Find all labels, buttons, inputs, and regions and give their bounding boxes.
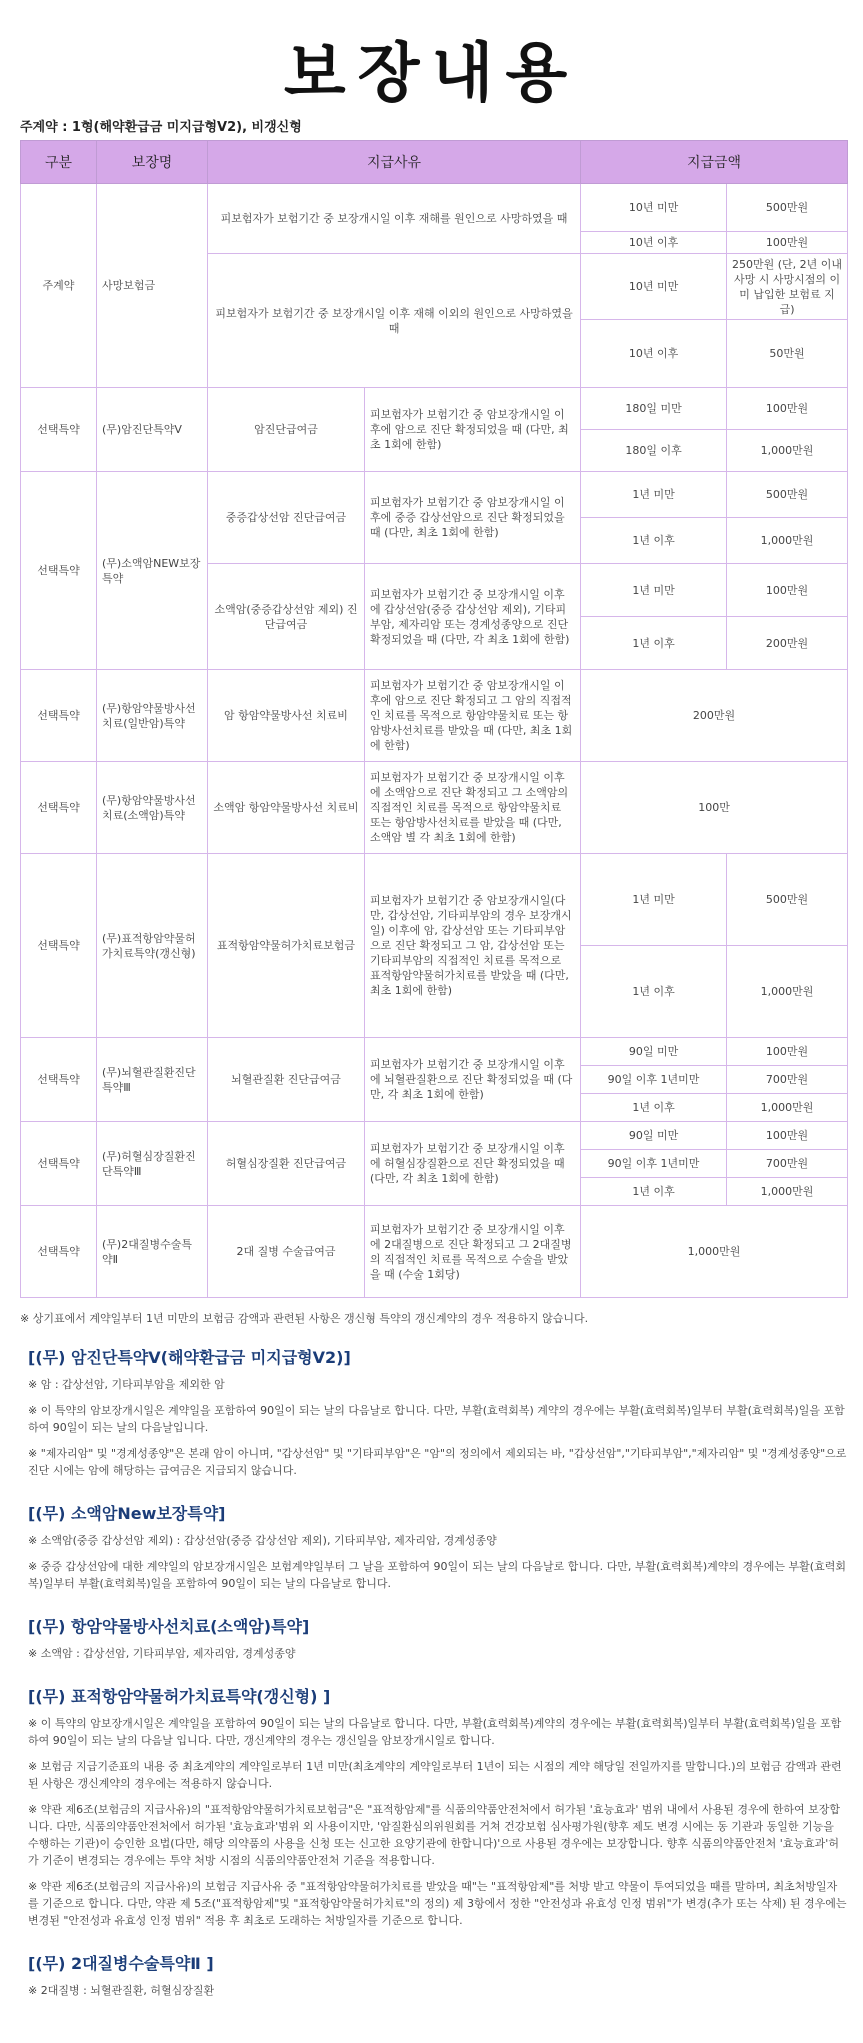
row-category: 선택특약 xyxy=(21,1038,97,1122)
period-cell: 10년 이후 xyxy=(581,232,727,254)
period-cell: 90일 미만 xyxy=(581,1038,727,1066)
period-cell: 1년 이후 xyxy=(581,617,727,670)
row-name: (무)항암약물방사선치료(소액암)특약 xyxy=(97,762,208,854)
row-category: 선택특약 xyxy=(21,472,97,670)
row-category: 선택특약 xyxy=(21,670,97,762)
row-reason: 피보험자가 보험기간 중 보장개시일 이후에 소액암으로 진단 확정되고 그 소액암의 직접적인 치료를 목적으로 항암약물치료 또는 항암방사선치료를 받았을 때 (다만, 소액암 별 각 최초 1회에 한함) xyxy=(365,762,581,854)
coverage-table xyxy=(20,140,848,1298)
row-category: 선택특약 xyxy=(21,1122,97,1206)
row-benefit: 소액암 항암약물방사선 치료비 xyxy=(208,762,365,854)
row-name: 사망보험금 xyxy=(97,184,208,388)
header-amount: 지급금액 xyxy=(581,141,848,184)
row-benefit: 소액암(중증갑상선암 제외) 진단급여금 xyxy=(208,564,365,670)
row-reason: 피보험자가 보험기간 중 암보장개시일 이후에 암으로 진단 확정되고 그 암의 직접적인 치료를 목적으로 항암약물치료 또는 항암방사선치료를 받았을 때 (다만, 최초 1회에 한함) xyxy=(365,670,581,762)
amount-cell: 1,000만원 xyxy=(727,1094,848,1122)
row-name: (무)소액암NEW보장특약 xyxy=(97,472,208,670)
header-category: 구분 xyxy=(21,141,97,184)
table-row xyxy=(21,1038,848,1066)
period-cell: 1년 미만 xyxy=(581,854,727,946)
amount-cell: 500만원 xyxy=(727,472,848,518)
table-header-row xyxy=(21,141,848,184)
section-note: ※ 약관 제6조(보험금의 지급사유)의 보험금 지급사유 중 "표적항암약물허가치료를 받았을 때"는 "표적항암제"를 처방 받고 약물이 투여되었을 때를 말하며, 최초처방일자를 기준으로 합니다. 다만, 약관 제 5조("표적항암제"및 "표적항암약물허가치료"의 정의) 제 3항에서 정한 "안전성과 유효성 인정 범위"가 변경(추가 또는 삭제) 된 경우에는 변경된 "안전성과 유효성 인정 범위" 적용 후 최초로 도래하는 처방일자를 기준으로 합니다. xyxy=(28,1880,847,1927)
row-reason: 피보험자가 보험기간 중 암보장개시일 이후에 암으로 진단 확정되었을 때 (다만, 최초 1회에 한함) xyxy=(365,388,581,472)
section-heading: [(무) 암진단특약Ⅴ(해약환급금 미지급형Ⅴ2)] xyxy=(28,1348,351,1367)
row-category: 선택특약 xyxy=(21,1206,97,1298)
period-cell: 10년 이후 xyxy=(581,320,727,388)
row-benefit: 암 항암약물방사선 치료비 xyxy=(208,670,365,762)
table-row xyxy=(21,670,848,762)
period-cell: 1년 이후 xyxy=(581,518,727,564)
period-cell: 90일 이후 1년미만 xyxy=(581,1066,727,1094)
row-name: (무)허혈심장질환진단특약Ⅲ xyxy=(97,1122,208,1206)
row-category: 선택특약 xyxy=(21,854,97,1038)
period-cell: 1년 미만 xyxy=(581,564,727,617)
amount-cell: 1,000만원 xyxy=(727,946,848,1038)
section-heading: [(무) 소액암New보장특약] xyxy=(28,1504,226,1523)
table-row xyxy=(21,854,848,946)
row-name: (무)2대질병수술특약Ⅱ xyxy=(97,1206,208,1298)
amount-cell: 700만원 xyxy=(727,1066,848,1094)
row-benefit: 중증갑상선암 진단급여금 xyxy=(208,472,365,564)
amount-cell: 100만원 xyxy=(727,1038,848,1066)
section-note: ※ 보험금 지급기준표의 내용 중 최초계약의 계약일로부터 1년 미만(최초계약의 계약일로부터 1년이 되는 시점의 계약 해당일 전일까지를 말합니다.)의 보험금 감액과 관련된 사항은 갱신계약의 경우에는 적용하지 않습니다. xyxy=(28,1760,842,1790)
table-row xyxy=(21,472,848,518)
amount-cell: 200만원 xyxy=(581,670,848,762)
section-heading: [(무) 2대질병수술특약Ⅱ ] xyxy=(28,1954,214,1973)
amount-cell: 50만원 xyxy=(727,320,848,388)
row-name: (무)표적항암약물허가치료특약(갱신형) xyxy=(97,854,208,1038)
amount-cell: 100만원 xyxy=(727,388,848,430)
row-reason: 피보험자가 보험기간 중 암보장개시일 이후에 중증 갑상선암으로 진단 확정되었을 때 (다만, 최초 1회에 한함) xyxy=(365,472,581,564)
section-note: ※ 2대질병 : 뇌혈관질환, 허혈심장질환 xyxy=(28,1984,215,1997)
amount-cell: 100만원 xyxy=(727,232,848,254)
contract-subtitle: 주계약 : 1형(해약환급금 미지급형Ⅴ2), 비갱신형 xyxy=(20,120,302,135)
table-row xyxy=(21,1206,848,1298)
row-benefit: 암진단급여금 xyxy=(208,388,365,472)
amount-cell: 250만원 (단, 2년 이내 사망 시 사망시점의 이미 납입한 보험료 지급) xyxy=(727,254,848,320)
amount-cell: 1,000만원 xyxy=(727,518,848,564)
row-reason: 피보험자가 보험기간 중 보장개시일 이후에 허혈심장질환으로 진단 확정되었을 때 (다만, 각 최초 1회에 한함) xyxy=(365,1122,581,1206)
section-note: ※ 약관 제6조(보험금의 지급사유)의 "표적항암약물허가치료보험금"은 "표적항암제"를 식품의약품안전처에서 허가된 '효능효과' 범위 내에서 사용된 경우에 한하여 보장합니다. 다만, 식품의약품안전처에서 허가된 '효능효과'범위 외 사용이지만, '암질환심의위원회를 거쳐 건강보험 심사평가원(향후 제도 변경 시에는 동 기관과 동일한 기능을 수행하는 기관)이 승인한 요법(다만, 해당 의약품의 사용을 신청 또는 신고한 요양기관에 한합니다)'으로 사용된 경우에는 보장합니다. 향후 식품의약품안전처 '효능효과'허가 기준이 변경되는 경우에는 투약 처방 시점의 식품의약품안전처 기준을 적용합니다. xyxy=(28,1803,840,1867)
page-title: 보장내용 xyxy=(283,37,580,111)
period-cell: 180일 이후 xyxy=(581,430,727,472)
amount-cell: 1,000만원 xyxy=(727,1178,848,1206)
period-cell: 90일 미만 xyxy=(581,1122,727,1150)
period-cell: 10년 미만 xyxy=(581,254,727,320)
row-name: (무)암진단특약Ⅴ xyxy=(97,388,208,472)
section-cancer-diagnosis xyxy=(20,1345,847,1479)
section-heading: [(무) 항암약물방사선치료(소액암)특약] xyxy=(28,1617,310,1636)
section-minor-cancer xyxy=(20,1501,847,1592)
row-category: 주계약 xyxy=(21,184,97,388)
amount-cell: 100만원 xyxy=(727,1122,848,1150)
amount-cell: 100만원 xyxy=(727,564,848,617)
table-row xyxy=(21,388,848,430)
row-reason: 피보험자가 보험기간 중 보장개시일 이후에 2대질병으로 진단 확정되고 그 2대질병의 직접적인 치료를 목적으로 수술을 받았을 때 (수술 1회당) xyxy=(365,1206,581,1298)
section-note: ※ 중증 갑상선암에 대한 계약일의 암보장개시일은 보험계약일부터 그 날을 포함하여 90일이 되는 날의 다음날로 합니다. 다만, 부활(효력회복)계약의 경우에는 부활(효력회복)일부터 부활(효력회복)일을 포함하여 90일이 되는 날의 다음날로 합니다. xyxy=(28,1560,846,1590)
row-benefit: 허혈심장질환 진단급여금 xyxy=(208,1122,365,1206)
section-two-disease-surgery xyxy=(20,1951,847,1999)
row-category: 선택특약 xyxy=(21,388,97,472)
row-benefit: 2대 질병 수술급여금 xyxy=(208,1206,365,1298)
section-note: ※ 이 특약의 암보장개시일은 계약일을 포함하여 90일이 되는 날의 다음날로 합니다. 다만, 부활(효력회복) 계약의 경우에는 부활(효력회복)일부터 부활(효력회복)일을 포함하여 90일이 되는 날의 다음날입니다. xyxy=(28,1404,845,1434)
amount-cell: 200만원 xyxy=(727,617,848,670)
row-reason: 피보험자가 보험기간 중 보장개시일 이후에 갑상선암(중증 갑상선암 제외), 기타피부암, 제자리암 또는 경계성종양으로 진단 확정되었을 때 (다만, 각 최초 1회에 한함) xyxy=(365,564,581,670)
table-row xyxy=(21,762,848,854)
period-cell: 1년 이후 xyxy=(581,1178,727,1206)
amount-cell: 500만원 xyxy=(727,184,848,232)
row-category: 선택특약 xyxy=(21,762,97,854)
section-targeted-therapy xyxy=(20,1684,847,1929)
section-note: ※ 이 특약의 암보장개시일은 계약일을 포함하여 90일이 되는 날의 다음날로 합니다. 다만, 부활(효력회복)계약의 경우에는 부활(효력회복)일부터 부활(효력회복)일을 포함하여 90일이 되는 날의 다음날 입니다. 다만, 갱신계약의 경우는 갱신일을 암보장개시일로 합니다. xyxy=(28,1717,842,1747)
row-name: (무)뇌혈관질환진단특약Ⅲ xyxy=(97,1038,208,1122)
table-footnote: ※ 상기표에서 계약일부터 1년 미만의 보험금 감액과 관련된 사항은 갱신형 특약의 갱신계약의 경우 적용하지 않습니다. xyxy=(20,1312,589,1325)
section-heading: [(무) 표적항암약물허가치료특약(갱신형) ] xyxy=(28,1687,331,1706)
notes-sections xyxy=(20,1345,847,2021)
row-benefit: 뇌혈관질환 진단급여금 xyxy=(208,1038,365,1122)
row-reason: 피보험자가 보험기간 중 보장개시일 이후 재해 이외의 원인으로 사망하였을 때 xyxy=(208,254,581,388)
section-note: ※ "제자리암" 및 "경계성종양"은 본래 암이 아니며, "갑상선암" 및 "기타피부암"은 "암"의 정의에서 제외되는 바, "갑상선암","기타피부암","제자리암" 및 "경계성종양"으로 진단 시에는 암에 해당하는 급여금은 지급되지 않습니다. xyxy=(28,1447,847,1477)
table-row xyxy=(21,184,848,232)
amount-cell: 100만 xyxy=(581,762,848,854)
row-name: (무)항암약물방사선치료(일반암)특약 xyxy=(97,670,208,762)
period-cell: 1년 미만 xyxy=(581,472,727,518)
table-row xyxy=(21,1122,848,1150)
row-reason: 피보험자가 보험기간 중 보장개시일 이후에 뇌혈관질환으로 진단 확정되었을 때 (다만, 각 최초 1회에 한함) xyxy=(365,1038,581,1122)
amount-cell: 1,000만원 xyxy=(727,430,848,472)
section-note: ※ 소액암(중증 갑상선암 제외) : 갑상선암(중증 갑상선암 제외), 기타피부암, 제자리암, 경계성종양 xyxy=(28,1534,497,1547)
amount-cell: 500만원 xyxy=(727,854,848,946)
amount-cell: 700만원 xyxy=(727,1150,848,1178)
period-cell: 10년 미만 xyxy=(581,184,727,232)
section-note: ※ 소액암 : 갑상선암, 기타피부암, 제자리암, 경계성종양 xyxy=(28,1647,296,1660)
section-chemo-radiation xyxy=(20,1614,847,1662)
amount-cell: 1,000만원 xyxy=(581,1206,848,1298)
section-note: ※ 암 : 갑상선암, 기타피부암을 제외한 암 xyxy=(28,1378,225,1391)
row-reason: 피보험자가 보험기간 중 암보장개시일(다만, 갑상선암, 기타피부암의 경우 보장개시일) 이후에 암, 갑상선암 또는 기타피부암으로 진단 확정되고 그 암, 갑상선암 또는 기타피부암의 직접적인 치료를 목적으로 표적항암약물허가치료를 받았을 때 (다만, 최초 1회에 한함) xyxy=(365,854,581,1038)
row-reason: 피보험자가 보험기간 중 보장개시일 이후 재해를 원인으로 사망하였을 때 xyxy=(208,184,581,254)
row-benefit: 표적항암약물허가치료보험금 xyxy=(208,854,365,1038)
header-name: 보장명 xyxy=(97,141,208,184)
header-reason: 지급사유 xyxy=(208,141,581,184)
period-cell: 1년 이후 xyxy=(581,946,727,1038)
period-cell: 180일 미만 xyxy=(581,388,727,430)
period-cell: 1년 이후 xyxy=(581,1094,727,1122)
period-cell: 90일 이후 1년미만 xyxy=(581,1150,727,1178)
